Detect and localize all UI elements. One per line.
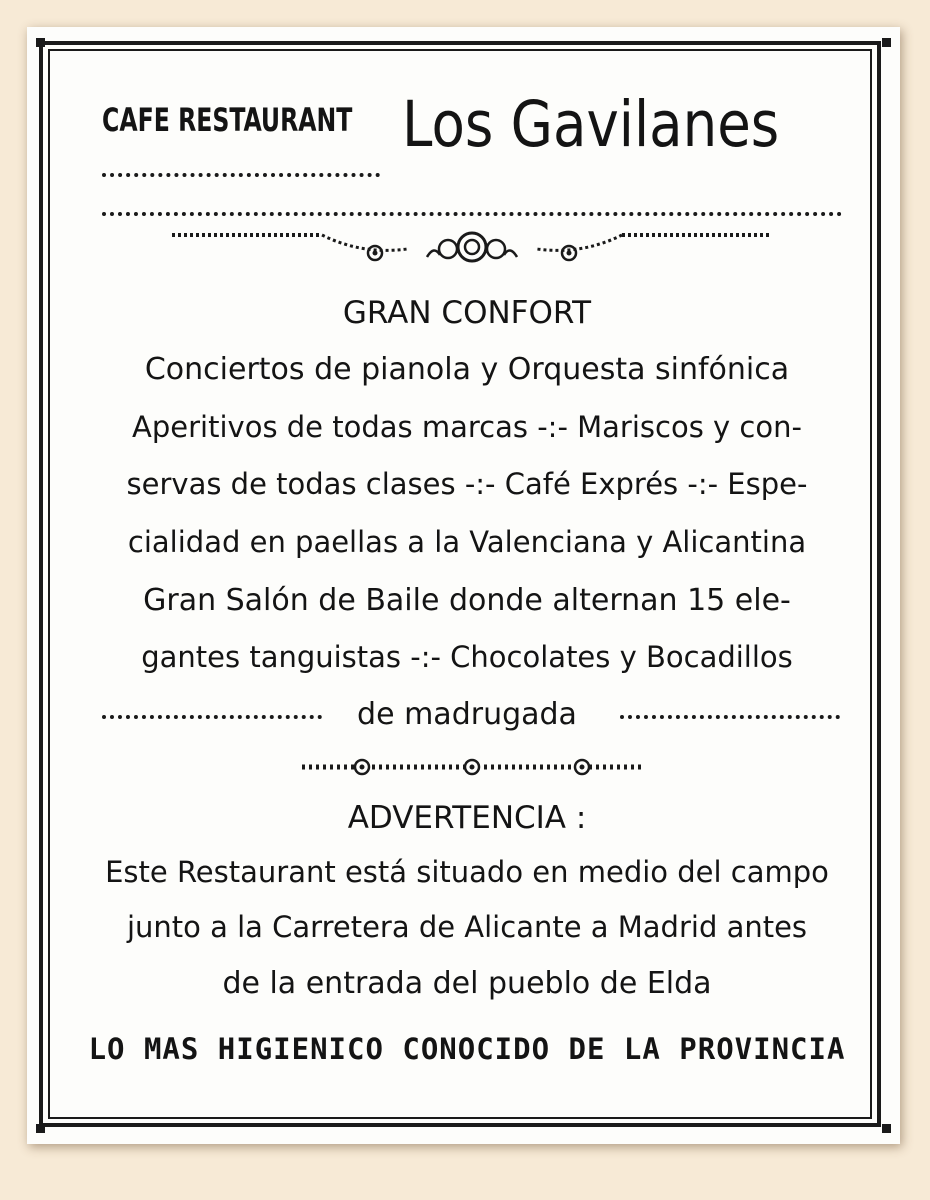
services-section xyxy=(87,295,847,735)
last-line-leader-right xyxy=(620,715,840,719)
advertisement-page xyxy=(27,27,900,1144)
section-title-gran-confort: GRAN CONFORT xyxy=(342,295,592,331)
heading-prefix-underline xyxy=(102,173,380,177)
services-last-line: de madrugada xyxy=(357,697,577,732)
advertencia-line-2: junto a la Carretera de Alicante a Madrid antes xyxy=(126,910,808,944)
heading-divider xyxy=(102,212,842,216)
services-line-4: cialidad en paellas a la Valenciana y Alicantina xyxy=(127,525,807,559)
flourish-ornament xyxy=(172,223,772,273)
heading-prefix: CAFE RESTAURANT xyxy=(102,101,353,139)
services-line-3: servas de todas clases -:- Café Exprés -:- Espe- xyxy=(126,467,808,501)
last-line-leader-left xyxy=(102,715,322,719)
services-line-1: Conciertos de pianola y Orquesta sinfónica xyxy=(144,352,790,387)
services-line-2: Aperitivos de todas marcas -:- Mariscos y con- xyxy=(132,410,802,444)
advertencia-line-3: de la entrada del pueblo de Elda xyxy=(222,966,712,1001)
section-title-advertencia: ADVERTENCIA : xyxy=(347,800,587,836)
ad-heading xyxy=(102,87,842,187)
advertencia-section xyxy=(87,800,847,1030)
services-line-6: gantes tanguistas -:- Chocolates y Bocadillos xyxy=(141,640,793,674)
services-line-5: Gran Salón de Baile donde alternan 15 ele- xyxy=(143,583,791,618)
advertencia-line-1: Este Restaurant está situado en medio del campo xyxy=(105,855,829,889)
closing-tagline: LO MAS HIGIENICO CONOCIDO DE LA PROVINCIA xyxy=(88,1032,846,1066)
section-divider-ornament xyxy=(302,755,642,779)
restaurant-name: Los Gavilanes xyxy=(402,87,780,161)
